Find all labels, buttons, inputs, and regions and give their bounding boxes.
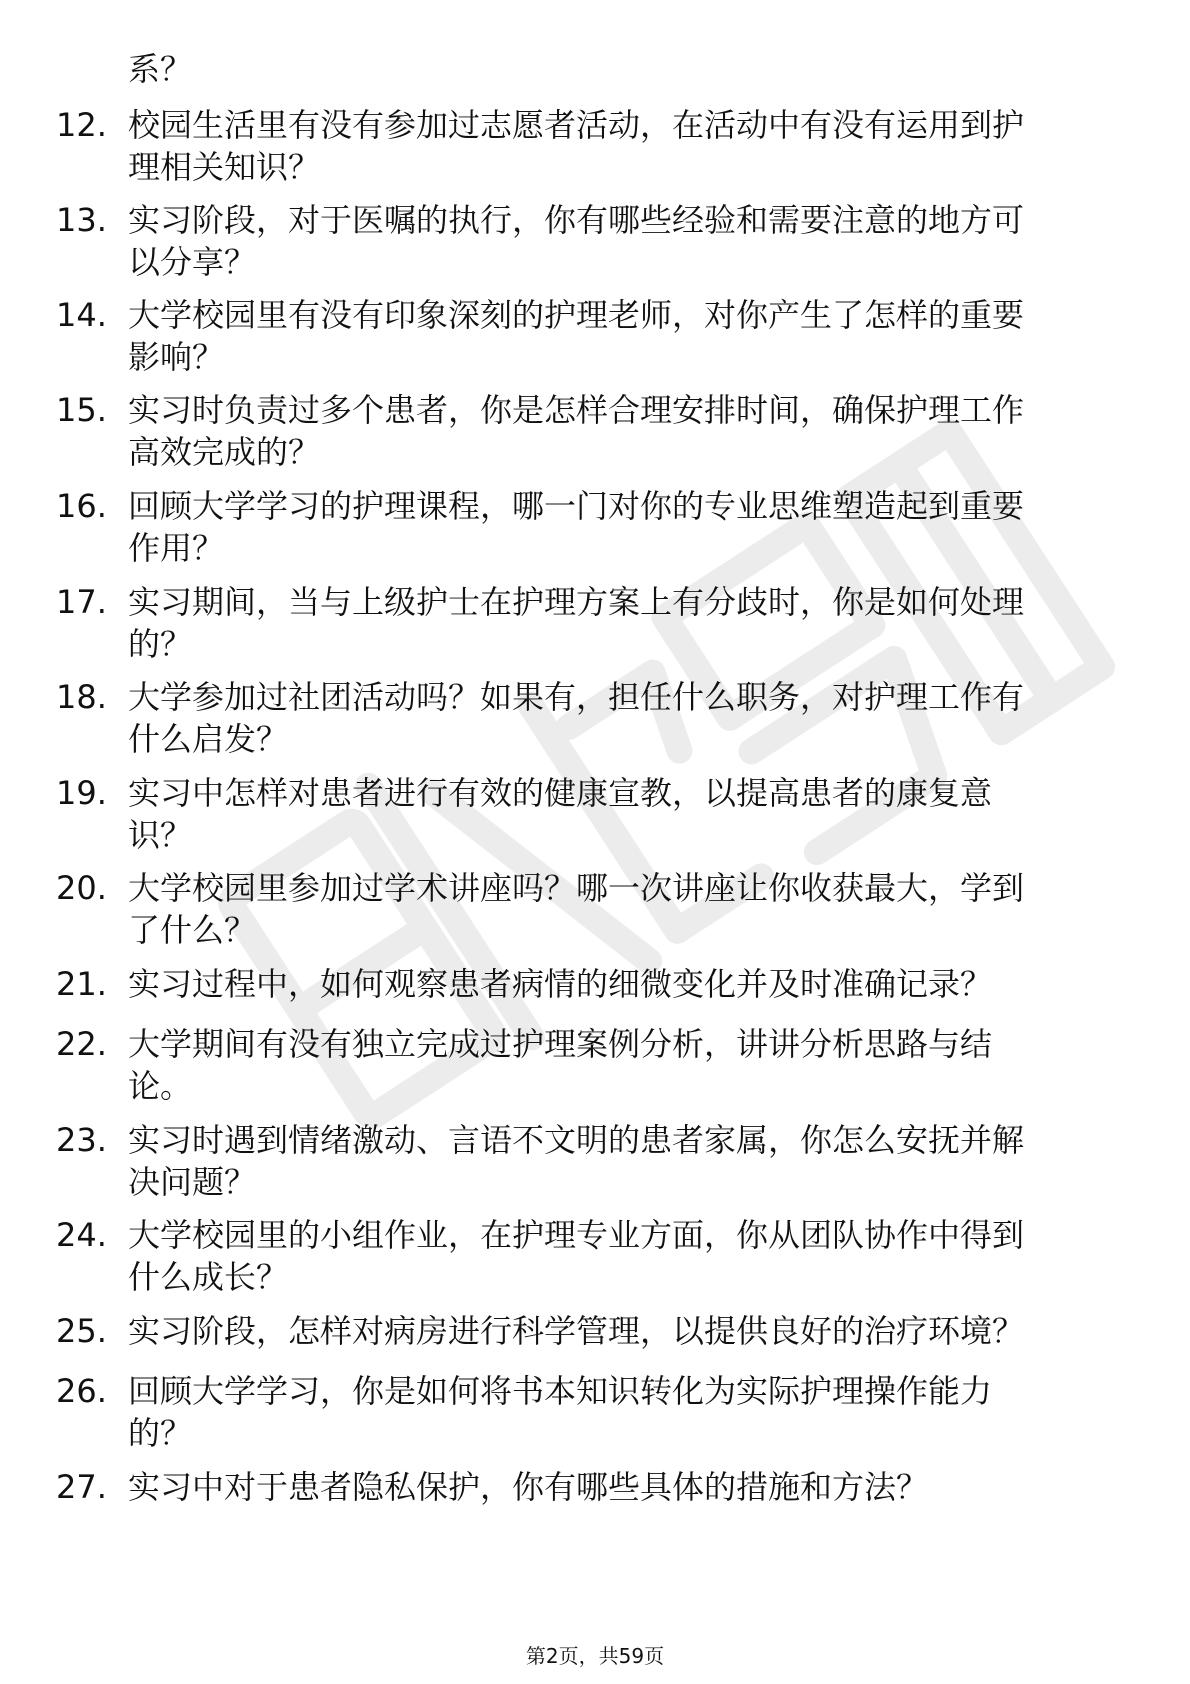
question-text bbox=[128, 1310, 1118, 1352]
question-line: 的？ bbox=[128, 1414, 193, 1452]
question-line: 理相关知识？ bbox=[128, 148, 321, 186]
question-number: 13. bbox=[56, 201, 107, 239]
question-text bbox=[128, 104, 1118, 188]
previous-question-continuation: 系？ bbox=[128, 50, 193, 88]
question-number: 15. bbox=[56, 391, 107, 429]
question-text bbox=[128, 867, 1118, 951]
question-line: 校园生活里有没有参加过志愿者活动，在活动中有没有运用到护 bbox=[128, 106, 1025, 144]
question-line: 决问题？ bbox=[128, 1163, 257, 1201]
question-text bbox=[128, 963, 1118, 1005]
question-line: 高效完成的？ bbox=[128, 433, 321, 471]
question-line: 识？ bbox=[128, 816, 193, 854]
question-line: 以分享？ bbox=[128, 243, 257, 281]
question-text bbox=[128, 485, 1118, 569]
question-number: 17. bbox=[56, 583, 107, 621]
question-text bbox=[128, 389, 1118, 473]
question-number: 20. bbox=[56, 869, 107, 907]
question-number: 18. bbox=[56, 678, 107, 716]
question-line: 回顾大学学习，你是如何将书本知识转化为实际护理操作能力 bbox=[128, 1372, 993, 1410]
question-line: 实习期间，当与上级护士在护理方案上有分歧时，你是如何处理 bbox=[128, 583, 1025, 621]
question-line: 论。 bbox=[128, 1067, 193, 1105]
question-number: 12. bbox=[56, 106, 107, 144]
question-line: 实习阶段，怎样对病房进行科学管理，以提供良好的治疗环境？ bbox=[128, 1312, 1025, 1350]
question-line: 回顾大学学习的护理课程，哪一门对你的专业思维塑造起到重要 bbox=[128, 487, 1025, 525]
question-text bbox=[128, 1214, 1118, 1298]
question-line: 大学期间有没有独立完成过护理案例分析，讲讲分析思路与结 bbox=[128, 1025, 993, 1063]
question-line: 大学校园里有没有印象深刻的护理老师，对你产生了怎样的重要 bbox=[128, 296, 1025, 334]
question-number: 23. bbox=[56, 1121, 107, 1159]
question-line: 实习时负责过多个患者，你是怎样合理安排时间，确保护理工作 bbox=[128, 391, 1025, 429]
question-number: 25. bbox=[56, 1312, 107, 1350]
page-number-footer: 第2页，共59页 bbox=[525, 1644, 665, 1668]
question-number: 19. bbox=[56, 774, 107, 812]
question-line: 作用？ bbox=[128, 529, 225, 567]
question-number: 21. bbox=[56, 965, 107, 1003]
question-text bbox=[128, 1466, 1118, 1508]
question-line: 实习过程中，如何观察患者病情的细微变化并及时准确记录？ bbox=[128, 965, 993, 1003]
question-line: 了什么？ bbox=[128, 911, 257, 949]
question-number: 24. bbox=[56, 1216, 107, 1254]
question-text bbox=[128, 1119, 1118, 1203]
question-number: 27. bbox=[56, 1468, 107, 1506]
question-text bbox=[128, 581, 1118, 665]
question-text bbox=[128, 1370, 1118, 1454]
question-number: 26. bbox=[56, 1372, 107, 1410]
question-line: 大学校园里的小组作业，在护理专业方面，你从团队协作中得到 bbox=[128, 1216, 1025, 1254]
question-line: 实习中怎样对患者进行有效的健康宣教，以提高患者的康复意 bbox=[128, 774, 993, 812]
question-text bbox=[128, 199, 1118, 283]
question-line: 什么启发？ bbox=[128, 720, 289, 758]
question-line: 影响？ bbox=[128, 338, 225, 376]
question-text bbox=[128, 1023, 1118, 1107]
question-line: 实习阶段，对于医嘱的执行，你有哪些经验和需要注意的地方可 bbox=[128, 201, 1025, 239]
question-line: 大学校园里参加过学术讲座吗？哪一次讲座让你收获最大，学到 bbox=[128, 869, 1025, 907]
question-number: 22. bbox=[56, 1025, 107, 1063]
question-line: 的？ bbox=[128, 625, 193, 663]
question-line: 大学参加过社团活动吗？如果有，担任什么职务，对护理工作有 bbox=[128, 678, 1025, 716]
question-line: 实习时遇到情绪激动、言语不文明的患者家属，你怎么安抚并解 bbox=[128, 1121, 1025, 1159]
question-text bbox=[128, 294, 1118, 378]
question-number: 14. bbox=[56, 296, 107, 334]
question-text bbox=[128, 772, 1118, 856]
question-number: 16. bbox=[56, 487, 107, 525]
question-line: 实习中对于患者隐私保护，你有哪些具体的措施和方法？ bbox=[128, 1468, 929, 1506]
question-line: 什么成长？ bbox=[128, 1258, 289, 1296]
question-text bbox=[128, 676, 1118, 760]
